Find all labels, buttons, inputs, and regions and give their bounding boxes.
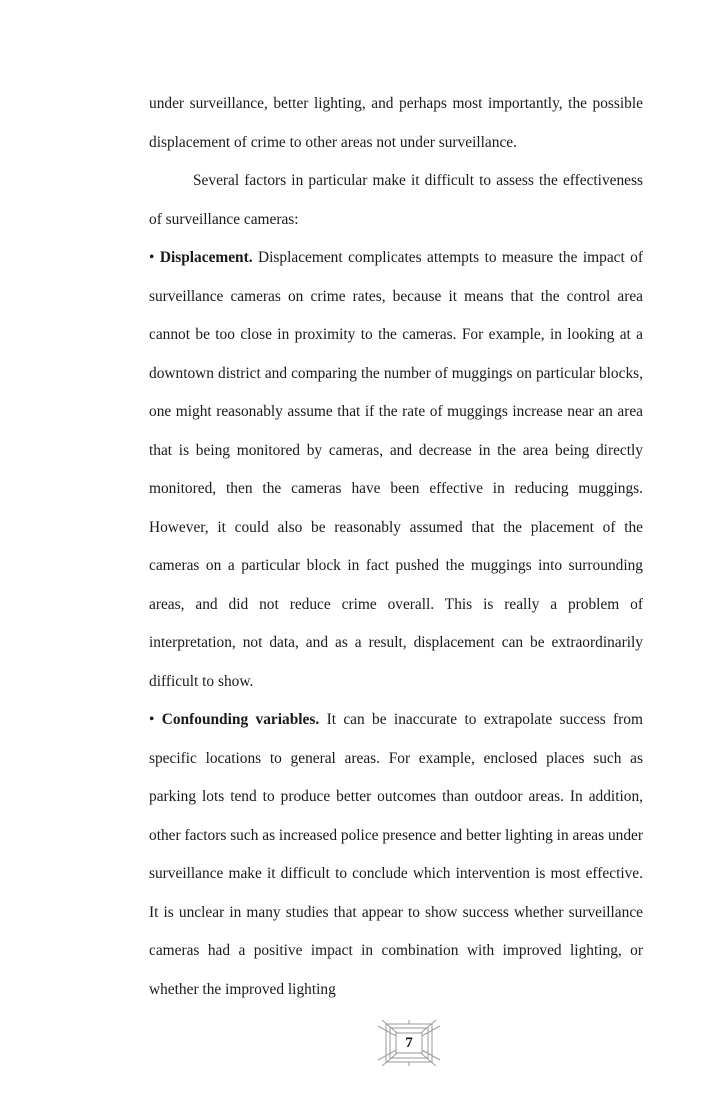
paragraph-text: Displacement complicates attempts to measure the impact of surveillance cameras on crime rates, because it means that the control area cannot be too close in proximity to the cameras. For example, in looking at a downtown district and comparing the number of muggings on particular blocks, one might reasonably assume that if the rate of muggings increase near an area that is being monitored by cameras, and decrease in the area being directly monitored, then the cameras have been effective in reducing muggings. However, it could also be reasonably assumed that the placement of the cameras on a particular block in fact pushed the muggings into surrounding areas, and did not reduce crime overall. This is really a problem of interpretation, not data, and as a result, displacement can be extraordinarily difficult to show. — [149, 249, 644, 690]
paragraph-text: It can be inaccurate to extrapolate success from specific locations to general areas. For example, enclosed places such as parking lots tend to produce better outcomes than outdoor areas. In addition, other factors such as increased police presence and better lighting in areas under surveillance make it difficult to conclude which intervention is most effective. It is unclear in many studies that appear to show success whether surveillance cameras had a positive impact in combination with improved lighting, or whether the improved lighting — [149, 711, 644, 998]
paragraph-continuation — [149, 85, 643, 162]
paragraph-text: Several factors in particular make it difficult to assess the effectiveness of surveillance cameras: — [149, 172, 643, 228]
page-number-frame — [378, 1020, 440, 1066]
bullet-heading: Confounding variables. — [161, 711, 320, 728]
bullet-heading: Displacement. — [159, 249, 253, 266]
bullet-displacement — [149, 239, 643, 701]
document-body — [149, 85, 643, 1009]
paragraph-text: under surveillance, better lighting, and perhaps most importantly, the possible displacement of crime to other areas not under surveillance. — [149, 95, 643, 151]
paragraph-intro — [149, 162, 643, 239]
bullet-icon: • — [149, 711, 155, 728]
page-number: 7 — [405, 1035, 413, 1051]
bullet-icon: • — [149, 249, 155, 266]
bullet-confounding-variables — [149, 701, 643, 1009]
